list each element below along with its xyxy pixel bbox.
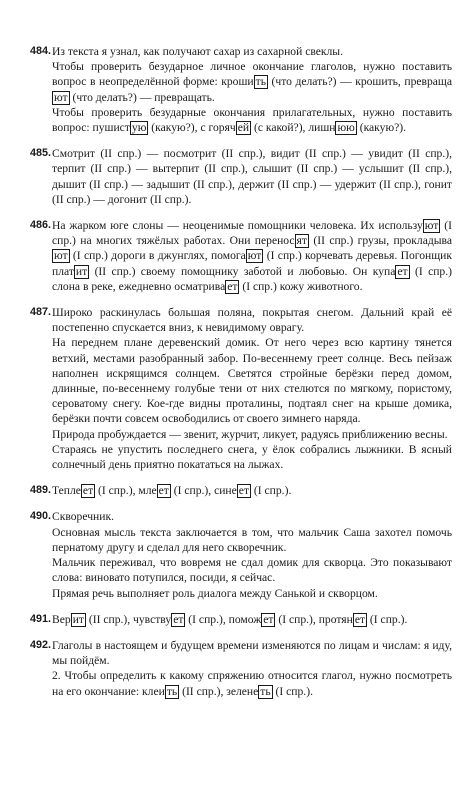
- text-segment: (с какой?), лишн: [251, 121, 336, 135]
- text-segment: Из текста я узнал, как получают сахар из сахарной свеклы.: [52, 45, 343, 58]
- answer-paragraph: [52, 105, 452, 135]
- boxed-ending: ет: [397, 264, 408, 278]
- boxed-ending: ют: [54, 90, 68, 104]
- exercise-number: 486.: [30, 219, 52, 232]
- text-segment: (I спр.) на многих тяжёлых работах. Они перенос: [52, 219, 452, 248]
- text-segment: Стараясь не упустить последнего снега, у ёлок собрались лыжники. В ясный солнечный день приятно покататься на лыжах.: [52, 442, 452, 472]
- answer-paragraph: [52, 218, 452, 294]
- text-segment: (I спр.).: [367, 612, 408, 626]
- exercise-block: [30, 483, 452, 498]
- boxed-ending: ят: [296, 234, 307, 248]
- exercise-number: 487.: [30, 306, 52, 319]
- text-segment: (II спр.) грузы, прокладыва: [308, 234, 452, 248]
- exercise-block: [30, 44, 452, 135]
- text-segment: (I спр.) корчевать деревья. Погонщик плат: [52, 249, 452, 278]
- text-segment: (I спр.), протян: [275, 612, 353, 626]
- answer-paragraph: [52, 612, 452, 627]
- text-segment: (что делать?) — крошить, превраща: [267, 75, 453, 89]
- boxed-ending: ит: [72, 612, 84, 626]
- boxed-ending: ть: [255, 75, 266, 89]
- answer-paragraph: [52, 586, 452, 601]
- exercise-number: 489.: [30, 484, 52, 497]
- text-segment: На жарком юге слоны — неоценимые помощники человека. Их использу: [52, 219, 423, 233]
- text-segment: (I спр.).: [251, 484, 292, 498]
- boxed-ending: ет: [354, 612, 366, 626]
- text-segment: (какую?), с горяч: [148, 121, 236, 135]
- exercise-number: 485.: [30, 147, 52, 160]
- text-segment: Глаголы в настоящем и будущем времени изменяются по лицам и числам: я иду, мы пойдём.: [52, 638, 452, 668]
- text-segment: Основная мысль текста заключается в том, что мальчик Саша захотел помочь пернатому другу и сделал для него скворечник.: [52, 525, 452, 554]
- text-segment: На переднем плане деревенский домик. От него через всю картину тянется ветхий, местами разобранный забор. По-весеннему греет солнце. Весь пейзаж наполнен искрящимся солнцем. Светятся стройные берёзки перед домом, длинные, по-весеннему голубые тени от них стелются по мягкому, пористому, сероватому снегу. Кое-где видны проталины, подтаял снег на крыше домика, берёзки почти совсем освободились от своего зимнего наряда.: [52, 336, 452, 426]
- boxed-ending: ют: [424, 219, 439, 233]
- exercise-number: 490.: [30, 510, 52, 523]
- text-segment: (какую?).: [356, 121, 407, 135]
- boxed-ending: ет: [227, 279, 238, 293]
- exercise-number: 484.: [30, 45, 52, 57]
- answer-paragraph: [52, 555, 452, 585]
- answer-paragraph: [52, 483, 452, 498]
- answer-paragraph: [52, 305, 452, 335]
- text-segment: (II спр.) своему помощнику заботой и любовью. Он купа: [89, 264, 396, 278]
- exercise-block: [30, 218, 452, 294]
- answer-paragraph: [52, 427, 452, 442]
- text-segment: Прямая речь выполняет роль диалога между Санькой и скворцом.: [52, 586, 378, 600]
- text-segment: (I спр.) дороги в джунглях, помога: [69, 249, 246, 263]
- answer-paragraph: [52, 525, 452, 555]
- answer-paragraph: [52, 509, 452, 524]
- exercise-number: 492.: [30, 638, 52, 651]
- text-segment: Мальчик переживал, что вовремя не сдал домик для скворца. Это показывают слова: виновато потупился, посиди, я сейчас.: [52, 556, 452, 585]
- text-segment: 2. Чтобы определить к какому спряжению относится глагол, нужно посмотреть на его окончание: клеи: [52, 669, 452, 698]
- exercise-number: 491.: [30, 612, 52, 625]
- exercise-block: [30, 612, 452, 627]
- boxed-ending: ть: [166, 684, 178, 698]
- boxed-ending: ет: [158, 484, 169, 498]
- text-segment: Смотрит (II спр.) — посмотрит (II спр.), видит (II спр.) — увидит (II спр.), терпит (II спр.) — вытерпит (II спр.), слышит (II спр.) — услышит (II спр.), дышит (II спр.) — задышит (II спр.), держит (II спр.) — удержит (II спр.), гонит (II спр.) — догонит (II спр.).: [52, 147, 452, 206]
- boxed-ending: ей: [237, 121, 250, 135]
- boxed-ending: ит: [75, 264, 88, 278]
- text-segment: Чтобы проверить безударное личное окончание глаголов, нужно поставить вопрос в неопределённой форме: кроши: [52, 60, 452, 89]
- exercise-block: [30, 509, 452, 600]
- answer-paragraph: [52, 638, 452, 668]
- boxed-ending: ть: [260, 684, 271, 698]
- answer-paragraph: [52, 442, 452, 472]
- text-segment: Природа пробуждается — звенит, журчит, ликует, радуясь приближению весны.: [52, 427, 448, 441]
- text-segment: Чтобы проверить безударные окончания прилагательных, нужно поставить вопрос: пушист: [52, 105, 452, 135]
- boxed-ending: ют: [54, 249, 68, 263]
- exercise-block: [30, 146, 452, 207]
- text-segment: (I спр.), сине: [170, 484, 237, 498]
- text-segment: (I спр.) слона в реке, ежедневно осматрива: [52, 264, 452, 293]
- boxed-ending: ет: [173, 612, 184, 626]
- boxed-ending: юю: [337, 121, 355, 135]
- answer-paragraph: [52, 668, 452, 698]
- boxed-ending: ет: [238, 484, 250, 498]
- text-segment: (I спр.) кожу животного.: [239, 279, 363, 293]
- text-segment: (I спр.).: [272, 684, 313, 698]
- text-segment: Вер: [52, 612, 71, 626]
- answer-paragraph: [52, 44, 452, 59]
- boxed-ending: ет: [263, 612, 274, 626]
- text-segment: (II спр.), чувству: [85, 612, 172, 626]
- text-segment: (II спр.), зелене: [179, 684, 259, 698]
- boxed-ending: ют: [247, 249, 262, 263]
- answer-paragraph: [52, 335, 452, 426]
- text-segment: Тепле: [52, 484, 81, 498]
- boxed-ending: ую: [131, 121, 147, 135]
- exercise-block: [30, 638, 452, 699]
- text-segment: (I спр.), помож: [185, 612, 262, 626]
- text-segment: Широко раскинулась большая поляна, покрытая снегом. Дальний край её постепенно спускается вниз, к невидимому оврагу.: [52, 306, 452, 335]
- text-segment: (что делать?) — превращать.: [69, 90, 215, 104]
- answer-paragraph: [52, 146, 452, 207]
- exercise-block: [30, 305, 452, 472]
- boxed-ending: ет: [82, 484, 94, 498]
- exercise-list: [30, 44, 452, 699]
- text-segment: (I спр.), мле: [95, 484, 157, 498]
- text-segment: Скворечник.: [52, 510, 114, 524]
- answer-paragraph: [52, 59, 452, 105]
